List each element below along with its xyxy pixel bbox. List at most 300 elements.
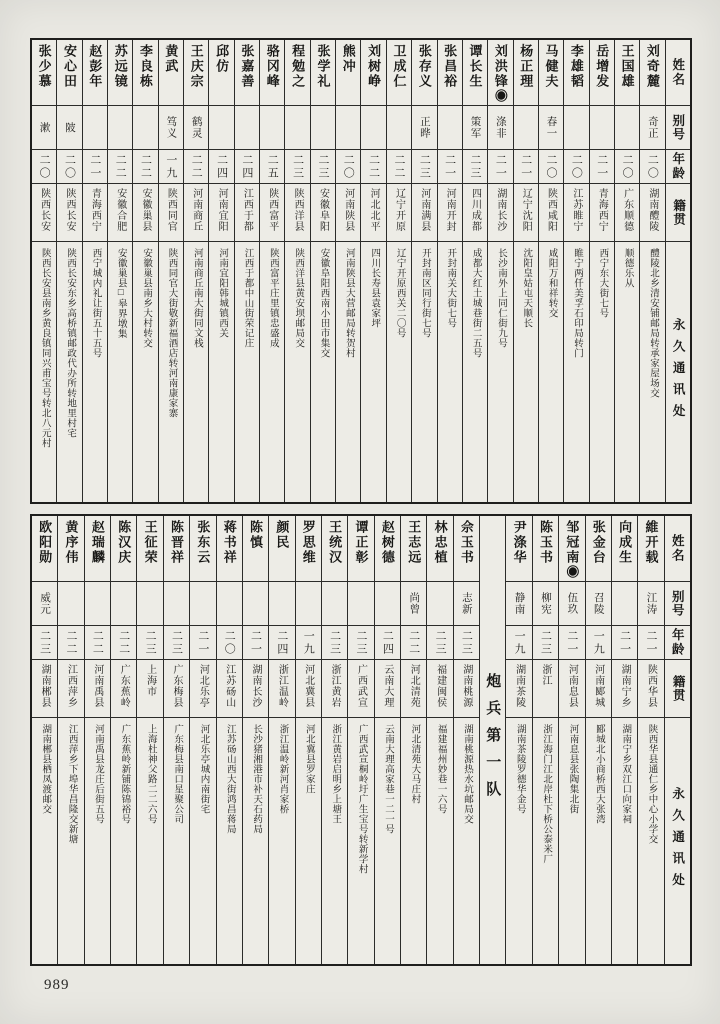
person-age: [184, 150, 208, 184]
person-age: [590, 150, 614, 184]
person-origin: [539, 184, 563, 242]
person-alias: [285, 106, 309, 150]
person-age: [615, 150, 639, 184]
person-address-text: 浙江温岭新河肖家桥: [277, 724, 288, 814]
person-age-text: 二一: [443, 153, 456, 180]
person-origin-text: 辽宁开原: [393, 188, 405, 232]
person-age: [638, 626, 663, 660]
person-name-text: 张昌裕: [442, 44, 458, 89]
person-address: [159, 242, 183, 502]
person-age: [269, 626, 294, 660]
person-address-text: 开封南关大街七号: [445, 248, 456, 328]
person-column: [586, 516, 612, 964]
person-column: [184, 40, 209, 502]
person-origin-text: 陕西长安: [64, 188, 76, 232]
person-origin: [32, 184, 56, 242]
person-origin: [638, 660, 663, 718]
person-origin: [586, 660, 611, 718]
person-name-text: 林忠植: [432, 520, 448, 565]
person-age-text: 二一: [494, 153, 507, 180]
person-origin-text: 广东顺德: [621, 188, 633, 232]
person-age-text: 二一: [644, 629, 657, 656]
person-name-text: 谭长生: [467, 44, 483, 89]
person-name-text: 陈玉书: [538, 520, 553, 565]
person-origin-text: 上海市: [144, 664, 156, 697]
person-name: [590, 40, 614, 106]
person-alias: [311, 106, 335, 150]
person-name-text: 陈汉庆: [116, 520, 132, 565]
person-column: [336, 40, 361, 502]
person-age-text: 二三: [291, 153, 304, 180]
person-column: [615, 40, 640, 502]
person-alias: [235, 106, 259, 150]
person-address: [361, 242, 385, 502]
person-address: [108, 242, 132, 502]
person-alias: [184, 106, 208, 150]
person-name-text: 尹涤华: [511, 520, 527, 565]
person-origin-text: 陕西同官: [165, 188, 177, 232]
person-origin-text: 湖南长沙: [250, 664, 262, 708]
column-header-text: 永久通讯处: [671, 318, 686, 426]
person-address: [564, 242, 588, 502]
person-alias: [612, 582, 637, 626]
person-age-text: 一九: [302, 629, 315, 656]
person-name: [133, 40, 157, 106]
person-address-text: 广西武宣桐岭圩广生宝号转新学村: [356, 724, 367, 874]
person-age-text: 二二: [91, 629, 104, 656]
person-name: [217, 516, 242, 582]
person-column: [57, 40, 82, 502]
person-alias: [506, 582, 531, 626]
person-age: [57, 150, 81, 184]
person-column: [506, 516, 532, 964]
person-origin-text: 河南息县: [566, 664, 578, 708]
person-alias: [217, 582, 242, 626]
person-age-text: 二四: [240, 153, 253, 180]
column-header-origin: [665, 660, 690, 718]
person-origin-text: 河南禹县: [91, 664, 103, 708]
person-age-text: 二三: [469, 153, 482, 180]
person-name: [58, 516, 83, 582]
person-name-text: 陈晋祥: [168, 520, 184, 565]
person-alias: [488, 106, 512, 150]
person-alias: [164, 582, 189, 626]
person-address-text: 河南商丘南大街同文栈: [191, 248, 202, 348]
person-origin-text: 河北清苑: [408, 664, 420, 708]
person-alias-text: 陂: [64, 121, 76, 134]
person-age: [361, 150, 385, 184]
person-name-text: 苏远镜: [112, 44, 128, 89]
person-origin: [285, 184, 309, 242]
person-address-text: 安徽阜阳西南小田市集交: [318, 248, 329, 358]
person-address-text: 江西于都中山街荣记庄: [242, 248, 253, 348]
person-alias-text: 静南: [513, 592, 525, 615]
person-origin-text: 江苏砀山: [223, 664, 235, 708]
person-origin: [133, 184, 157, 242]
person-alias: [133, 106, 157, 150]
column-header-text: 别号: [670, 590, 685, 617]
person-alias: [32, 106, 56, 150]
person-origin: [590, 184, 614, 242]
person-name: [638, 516, 663, 582]
person-name-text: 王庆宗: [188, 44, 204, 89]
person-name: [559, 516, 584, 582]
person-origin: [463, 184, 487, 242]
person-column: [361, 40, 386, 502]
person-address-text: 湖南桃源热水坑邮局交: [462, 724, 473, 824]
person-column: [83, 40, 108, 502]
person-origin-text: 陕西长安: [38, 188, 50, 232]
person-age-text: 二一: [88, 153, 101, 180]
person-alias-text: 奇正: [646, 116, 658, 139]
person-age-text: 二三: [328, 629, 341, 656]
person-origin-text: 河南商丘: [190, 188, 202, 232]
person-name-text: 刘洪锋◉: [492, 44, 508, 104]
person-age: [427, 626, 452, 660]
person-age-text: 二三: [434, 629, 447, 656]
person-name: [296, 516, 321, 582]
person-name-text: 王国雄: [619, 44, 635, 89]
person-name-text: 张东云: [195, 520, 211, 565]
person-name-text: 王志远: [406, 520, 422, 565]
person-name-text: 黄武: [163, 44, 179, 74]
person-origin-text: 江西萍乡: [65, 664, 77, 708]
person-origin-text: 浙江温岭: [276, 664, 288, 708]
person-address: [506, 718, 531, 964]
person-address: [348, 718, 373, 964]
person-column: [454, 516, 480, 964]
person-address-text: 河南宜阳韩城镇西关: [217, 248, 228, 338]
person-address: [285, 242, 309, 502]
column-header-text: 姓名: [670, 58, 685, 87]
person-address: [133, 242, 157, 502]
person-age-text: 二〇: [621, 153, 634, 180]
person-address-text: 成都大红土城巷街二五号: [470, 248, 481, 358]
person-address-text: 广东蕉岭新铺陈锦裕号: [119, 724, 130, 824]
person-alias: [463, 106, 487, 150]
person-address: [235, 242, 259, 502]
person-origin-text: 安徽阜阳: [317, 188, 329, 232]
column-header-name: [666, 40, 690, 106]
person-name: [260, 40, 284, 106]
person-name-text: 张嘉善: [239, 44, 255, 89]
person-origin: [348, 660, 373, 718]
person-address-text: 安徽巢县南乡大村转交: [141, 248, 152, 348]
person-origin: [184, 184, 208, 242]
person-column: [640, 40, 665, 502]
person-age-text: 二二: [117, 629, 130, 656]
person-age: [586, 626, 611, 660]
person-address-text: 陕西长安东乡高桥镇邮政代办所转地里村宅: [65, 248, 76, 438]
person-age: [133, 150, 157, 184]
person-age: [108, 150, 132, 184]
person-origin: [514, 184, 538, 242]
person-column: [111, 516, 137, 964]
person-column: [514, 40, 539, 502]
person-age-text: 二三: [418, 153, 431, 180]
person-alias: [159, 106, 183, 150]
person-alias: [243, 582, 268, 626]
person-column: [209, 40, 234, 502]
person-column: [285, 40, 310, 502]
person-alias-text: 柳宪: [540, 592, 551, 615]
person-origin-text: 河南郾城: [592, 664, 604, 708]
column-header-address: [666, 242, 690, 502]
person-column: [463, 40, 488, 502]
person-alias: [514, 106, 538, 150]
person-address: [83, 242, 107, 502]
person-origin-text: 江西于都: [241, 188, 253, 232]
person-origin: [32, 660, 57, 718]
person-alias: [638, 582, 663, 626]
person-name: [235, 40, 259, 106]
person-origin-text: 安徽巢县: [140, 188, 152, 232]
person-column: [159, 40, 184, 502]
person-alias: [83, 106, 107, 150]
person-origin-text: 广西武宣: [355, 664, 367, 708]
person-address: [387, 242, 411, 502]
person-address-text: 沈阳皇姑屯天顺长: [521, 248, 532, 328]
person-alias: [269, 582, 294, 626]
person-age-text: 二四: [215, 153, 228, 180]
person-address-text: 西宁东大街七号: [597, 248, 608, 318]
person-age: [32, 626, 57, 660]
person-origin: [137, 660, 162, 718]
person-column: [311, 40, 336, 502]
person-age: [559, 626, 584, 660]
person-address-text: 广东梅县南口星聚公司: [172, 724, 183, 824]
person-alias: [539, 106, 563, 150]
person-origin-text: 青海西宁: [596, 188, 608, 232]
person-alias: [615, 106, 639, 150]
person-address: [438, 242, 462, 502]
person-address: [640, 242, 664, 502]
person-name-text: 王征荣: [142, 520, 158, 565]
person-age: [322, 626, 347, 660]
person-origin-text: 陕西洋县: [292, 188, 304, 232]
person-age: [164, 626, 189, 660]
person-address-text: 河北乐亭城内南街宅: [198, 724, 209, 814]
person-column: [269, 516, 295, 964]
person-column: [401, 516, 427, 964]
person-origin-text: 河北冀县: [302, 664, 314, 708]
person-origin-text: 河南满县: [418, 188, 430, 232]
person-name-text: 颜民: [274, 520, 290, 550]
person-name: [348, 516, 373, 582]
person-column: [32, 516, 58, 964]
person-origin-text: 陕西咸阳: [545, 188, 557, 232]
person-column: [638, 516, 664, 964]
person-origin-text: 河南开封: [444, 188, 456, 232]
person-address: [590, 242, 614, 502]
person-address: [401, 718, 426, 964]
column-header-name: [665, 516, 690, 582]
person-name-text: 谭正彰: [353, 520, 369, 565]
column-header-text: 籍贯: [671, 199, 686, 226]
person-address: [463, 242, 487, 502]
person-age-text: 二四: [381, 629, 394, 656]
column-header-age: [666, 150, 690, 184]
section-label-column: [480, 516, 506, 964]
person-origin: [401, 660, 426, 718]
person-origin: [57, 184, 81, 242]
person-age: [514, 150, 538, 184]
person-address: [586, 718, 611, 964]
person-age: [285, 150, 309, 184]
person-column: [164, 516, 190, 964]
person-origin: [269, 660, 294, 718]
person-alias: [32, 582, 57, 626]
person-alias: [322, 582, 347, 626]
person-address-text: 湖南茶陵罗德华金号: [514, 724, 525, 814]
person-name: [361, 40, 385, 106]
person-name-text: 赵树德: [379, 520, 395, 565]
person-column: [387, 40, 412, 502]
person-name: [83, 40, 107, 106]
person-age: [235, 150, 259, 184]
person-alias-text: 漱: [38, 121, 50, 134]
person-age: [217, 626, 242, 660]
person-address: [336, 242, 360, 502]
person-age: [32, 150, 56, 184]
person-alias: [58, 582, 83, 626]
person-column: [539, 40, 564, 502]
person-column: [427, 516, 453, 964]
person-age: [83, 150, 107, 184]
person-age: [111, 626, 136, 660]
person-address-text: 陕西长安县南乡黄良镇同兴甫宝号转北八元村: [39, 248, 50, 448]
person-address: [190, 718, 215, 964]
person-name-text: 欧阳勋: [37, 520, 53, 565]
person-column: [533, 516, 559, 964]
person-name: [615, 40, 639, 106]
person-alias: [137, 582, 162, 626]
person-alias: [438, 106, 462, 150]
person-address-text: 睢宁两仟美孚石印局转门: [571, 248, 582, 358]
person-name: [454, 516, 479, 582]
person-name: [375, 516, 400, 582]
person-age: [506, 626, 531, 660]
person-origin: [454, 660, 479, 718]
person-alias-text: 伍玖: [566, 592, 578, 615]
person-origin: [412, 184, 436, 242]
person-age: [58, 626, 83, 660]
person-age-text: 二〇: [646, 153, 659, 180]
person-origin-text: 湖南茶陵: [513, 664, 525, 708]
person-address: [217, 718, 242, 964]
person-name: [539, 40, 563, 106]
person-address-text: 安徽巢县□皋界墩集: [115, 248, 126, 339]
person-origin-text: 河北北平: [368, 188, 380, 232]
person-address-text: 醴陵北乡清安铺邮局转承家屋场交: [648, 248, 659, 398]
person-origin: [111, 660, 136, 718]
person-address-text: 陕西洋县黄安坝邮局交: [293, 248, 304, 348]
person-alias: [361, 106, 385, 150]
person-origin-text: 湖南郴县: [39, 664, 51, 708]
person-address: [638, 718, 663, 964]
person-origin: [533, 660, 558, 718]
person-alias-text: 笃义: [165, 116, 177, 139]
person-age-text: 二三: [316, 153, 329, 180]
person-address-text: 西宁城内礼让街五十五号: [90, 248, 101, 358]
person-name-text: 熊冲: [340, 44, 356, 74]
person-age: [488, 150, 512, 184]
person-alias-text: 尚曾: [408, 592, 420, 615]
person-age: [454, 626, 479, 660]
person-alias-text: 鹤灵: [190, 116, 202, 139]
person-address-text: 江苏砀山西大街鸿昌蒋局: [224, 724, 235, 834]
person-alias: [387, 106, 411, 150]
person-name: [401, 516, 426, 582]
person-origin: [159, 184, 183, 242]
person-alias: [336, 106, 360, 150]
person-name: [159, 40, 183, 106]
person-origin: [164, 660, 189, 718]
person-origin-text: 湖南醴陵: [646, 188, 658, 232]
person-column: [85, 516, 111, 964]
person-origin-text: 青海西宁: [89, 188, 101, 232]
person-age-text: 二二: [190, 153, 203, 180]
person-column: [559, 516, 585, 964]
person-origin: [612, 660, 637, 718]
person-name-text: 卫成仁: [391, 44, 407, 89]
person-age: [375, 626, 400, 660]
person-alias: [586, 582, 611, 626]
person-origin: [438, 184, 462, 242]
person-address-text: 开封南区同行街七号: [419, 248, 430, 338]
person-age-text: 二三: [460, 629, 473, 656]
person-alias: [401, 582, 426, 626]
person-alias: [190, 582, 215, 626]
person-address-text: 河南陕县大营邮局转贺村: [343, 248, 354, 358]
column-header-origin: [666, 184, 690, 242]
person-name: [322, 516, 347, 582]
person-name-text: 张少慕: [36, 44, 52, 89]
person-age-text: 二三: [539, 629, 552, 656]
column-header-text: 姓名: [670, 534, 685, 563]
person-age-text: 二一: [595, 153, 608, 180]
person-name-text: 张金台: [590, 520, 606, 565]
person-origin-text: 云南大理: [381, 664, 393, 708]
person-name-text: 佘玉书: [458, 520, 474, 565]
person-column: [488, 40, 513, 502]
person-name-text: 黄序伟: [63, 520, 79, 565]
person-name: [57, 40, 81, 106]
person-name: [190, 516, 215, 582]
column-header-text: 年龄: [670, 152, 685, 181]
person-origin-text: 湖南长沙: [494, 188, 506, 232]
person-origin: [387, 184, 411, 242]
person-age: [209, 150, 233, 184]
person-address-text: 四川长寿县袁家坪: [369, 248, 380, 328]
person-origin-text: 江苏睢宁: [570, 188, 582, 232]
person-age: [612, 626, 637, 660]
person-age-text: 二三: [170, 629, 183, 656]
person-column: [58, 516, 84, 964]
person-origin-text: 河南宜阳: [216, 188, 228, 232]
person-origin-text: 河南陕县: [342, 188, 354, 232]
person-address-text: 浙江黄岩启明乡上塘王: [330, 724, 341, 824]
person-name: [488, 40, 512, 106]
person-name: [285, 40, 309, 106]
person-address: [615, 242, 639, 502]
person-alias: [412, 106, 436, 150]
person-age-text: 一九: [592, 629, 605, 656]
person-column: [32, 40, 57, 502]
person-name: [336, 40, 360, 106]
header-column: [665, 516, 690, 964]
person-age-text: 二〇: [63, 153, 76, 180]
